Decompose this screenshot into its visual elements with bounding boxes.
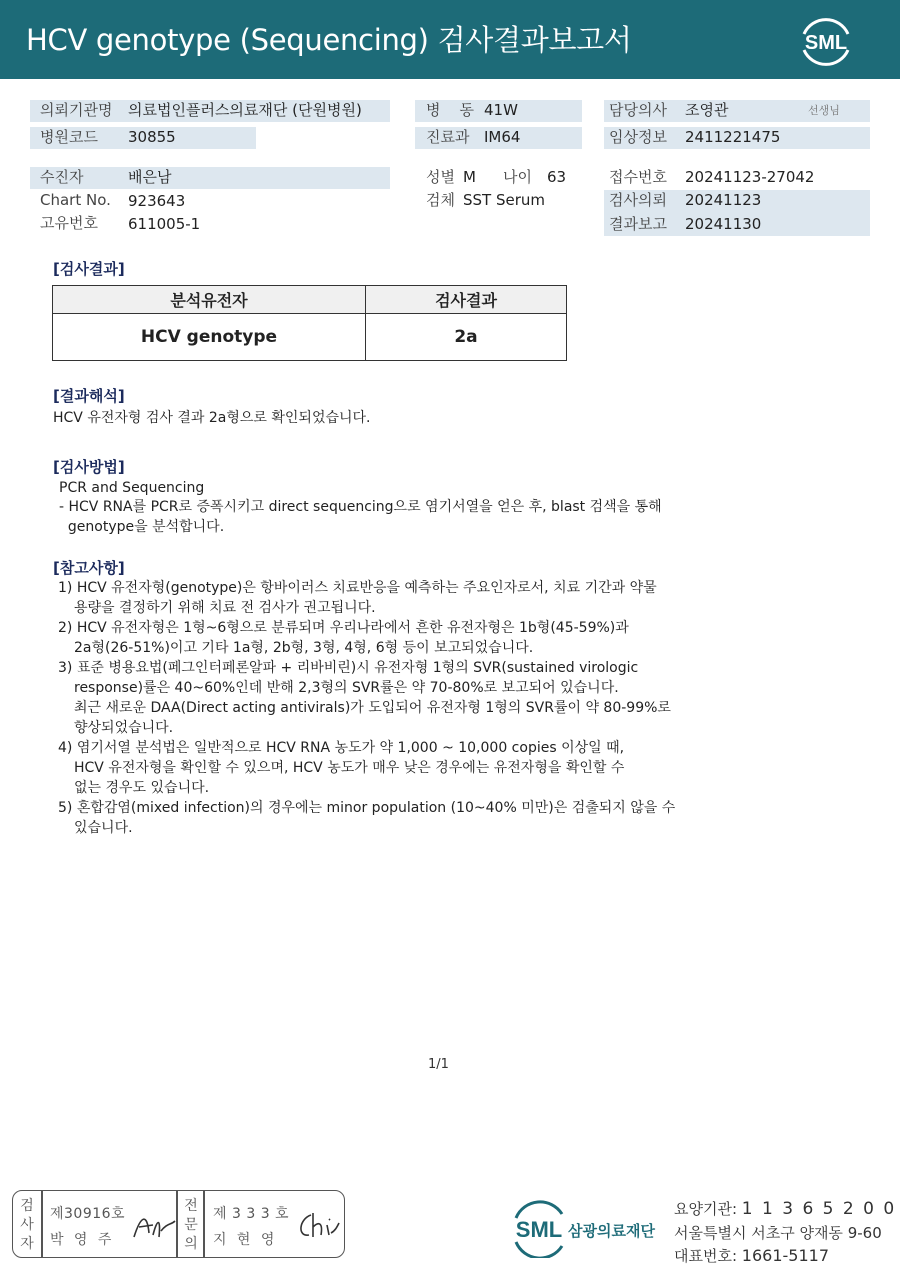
note-line: 없는 경우도 있습니다. <box>74 780 210 796</box>
dept-label: 진료과 <box>426 128 470 146</box>
report-value: 20241130 <box>685 215 762 233</box>
request-value: 20241123 <box>685 191 762 209</box>
unique-value: 611005-1 <box>128 215 201 233</box>
specialist-signature-icon <box>293 1209 341 1243</box>
report-header <box>0 0 900 79</box>
doctor-value: 조영관 <box>685 101 729 119</box>
footer-logo-text: SML <box>515 1217 563 1242</box>
note-line: 2a형(26-51%)이고 기타 1a형, 2b형, 3형, 4형, 6형 등이 보고되었습니다. <box>74 640 534 656</box>
sex-value: M <box>463 168 476 186</box>
age-value: 63 <box>547 168 567 186</box>
note-line: 2) HCV 유전자형은 1형~6형으로 분류되며 우리나라에서 흔한 유전자형은 1b형(45-59%)과 <box>58 620 629 636</box>
note-line: 1) HCV 유전자형(genotype)은 항바이러스 치료반응을 예측하는 주요인자로서, 치료 기간과 약물 <box>58 580 657 596</box>
request-label: 검사의뢰 <box>609 191 667 209</box>
gene-cell: HCV genotype <box>53 314 366 361</box>
note-line: 최근 새로운 DAA(Direct acting antivirals)가 도입되어 유전자형 1형의 SVR률이 약 80-99%로 <box>74 700 671 716</box>
method-line: PCR and Sequencing <box>59 480 205 496</box>
specialist-name: 지 현 영 <box>213 1232 275 1248</box>
interpretation-title: [결과해석] <box>53 387 125 405</box>
age-label: 나이 <box>503 168 532 186</box>
sml-logo-icon <box>796 14 856 66</box>
institution-value: 의료법인플러스의료재단 (단원병원) <box>128 101 362 119</box>
col-gene-header: 분석유전자 <box>53 286 366 314</box>
footer-address: 서울특별시 서초구 양재동 9-60 <box>674 1224 882 1242</box>
result-table-header <box>53 286 567 314</box>
footer-phone-value: 1661-5117 <box>741 1246 830 1265</box>
chart-label: Chart No. <box>40 191 111 209</box>
footer-logo <box>512 1200 662 1258</box>
sml-footer-logo-icon <box>512 1200 662 1258</box>
patient-label: 수진자 <box>40 168 84 186</box>
note-line: 있습니다. <box>74 820 133 836</box>
footer-phone-label: 대표번호: <box>674 1247 738 1265</box>
report-title: HCV genotype (Sequencing) 검사결과보고서 <box>26 23 632 57</box>
table-row <box>53 314 567 361</box>
method-line: - HCV RNA를 PCR로 증폭시키고 direct sequencing으로 염기서열을 얻은 후, blast 검색을 통해 <box>59 499 662 515</box>
specialist-number: 제 3 3 3 호 <box>213 1206 290 1222</box>
note-line: 3) 표준 병용요법(페그인터페론알파 + 리바비린)시 유전자형 1형의 SVR(sustained virologic <box>58 660 639 676</box>
doctor-label: 담당의사 <box>609 101 667 119</box>
ward-value: 41W <box>484 101 518 119</box>
clinical-label: 임상정보 <box>609 128 667 146</box>
sex-label: 성별 <box>426 168 455 186</box>
interpretation-text: HCV 유전자형 검사 결과 2a형으로 확인되었습니다. <box>53 410 371 426</box>
hospital-code-label: 병원코드 <box>40 128 98 146</box>
chart-value: 923643 <box>128 192 186 210</box>
note-line: 4) 염기서열 분석법은 일반적으로 HCV RNA 농도가 약 1,000 ~ 10,000 copies 이상일 때, <box>58 740 625 756</box>
ward-label: 병 동 <box>426 101 475 119</box>
note-line: HCV 유전자형을 확인할 수 있으며, HCV 농도가 매우 낮은 경우에는 유전자형을 확인할 수 <box>74 760 625 776</box>
footer-code-label: 요양기관: <box>674 1200 738 1218</box>
specimen-label: 검체 <box>426 191 455 209</box>
unique-label: 고유번호 <box>40 214 98 232</box>
receipt-label: 접수번호 <box>609 168 667 186</box>
hospital-code-value: 30855 <box>128 128 176 146</box>
footer-code-value: 1 1 3 6 5 2 0 0 <box>741 1199 897 1219</box>
specimen-value: SST Serum <box>463 191 546 209</box>
note-line: response)률은 40~60%인데 반해 2,3형의 SVR률은 약 70-80%로 보고되어 있습니다. <box>74 680 619 696</box>
footer-phone <box>674 1245 829 1266</box>
dept-value: IM64 <box>484 128 521 146</box>
col-result-header: 검사결과 <box>366 286 567 314</box>
result-table <box>52 285 567 361</box>
specialist-label: 전 문 의 <box>184 1198 198 1252</box>
institution-label: 의뢰기관명 <box>40 101 113 119</box>
method-title: [검사방법] <box>53 458 125 476</box>
footer-org-name: 삼광의료재단 <box>568 1222 655 1240</box>
tester-label: 검 사 자 <box>20 1198 34 1252</box>
page-number: 1/1 <box>428 1057 449 1072</box>
logo-text: SML <box>804 32 848 54</box>
doctor-suffix: 선생님 <box>808 104 840 117</box>
report-label: 결과보고 <box>609 215 667 233</box>
result-cell: 2a <box>366 314 567 361</box>
note-line: 5) 혼합감염(mixed infection)의 경우에는 minor population (10~40% 미만)은 검출되지 않을 수 <box>58 800 676 816</box>
notes-title: [참고사항] <box>53 559 125 577</box>
patient-value: 배은남 <box>128 168 172 186</box>
tester-name: 박 영 주 <box>50 1232 112 1248</box>
clinical-value: 2411221475 <box>685 128 781 146</box>
receipt-value: 20241123-27042 <box>685 168 815 186</box>
signature-stamp <box>12 1190 345 1258</box>
patient-row <box>30 167 390 189</box>
method-line: genotype을 분석합니다. <box>59 519 225 535</box>
footer-code <box>674 1198 896 1219</box>
tester-number: 제30916호 <box>50 1206 126 1222</box>
tester-signature-icon <box>131 1211 179 1243</box>
note-line: 향상되었습니다. <box>74 720 174 736</box>
note-line: 용량을 결정하기 위해 치료 전 검사가 권고됩니다. <box>74 600 376 616</box>
result-section-title: [검사결과] <box>53 260 125 278</box>
